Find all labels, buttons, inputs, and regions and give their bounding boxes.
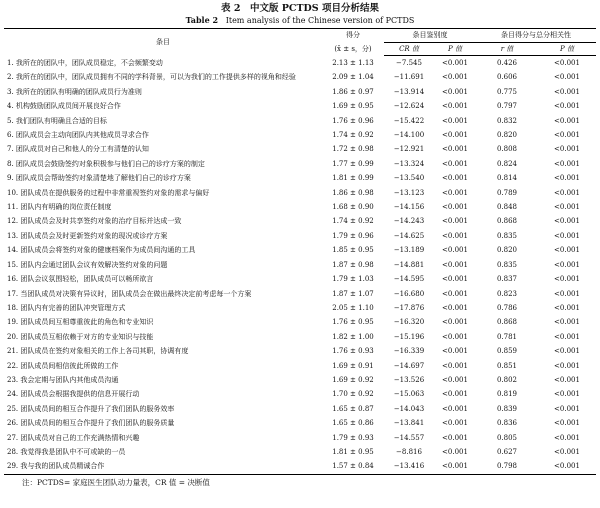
cell-item: 17. 当团队成员对决策有异议时，团队成员会在做出最终决定前考虑每一个方案 [7,289,252,298]
cell-p1: <0.001 [442,145,468,154]
cell-item: 22. 团队成员间相信彼此所做的工作 [7,361,119,370]
cell-cr: −13.324 [393,159,425,168]
cell-item: 15. 团队内会通过团队会议有效解决签约对象的问题 [7,260,168,269]
table-row [4,344,596,358]
cell-p2: <0.001 [554,116,580,125]
table-row [4,229,596,243]
table-row [4,85,596,99]
cell-score: 1.87 ± 1.07 [332,289,374,298]
cell-r: 0.832 [496,116,518,125]
cell-r: 0.781 [496,332,518,341]
cell-cr: −14.243 [393,217,425,226]
cell-item: 9. 团队成员会帮助签约对象清楚地了解他们自己的诊疗方案 [7,174,191,183]
cell-r: 0.819 [496,390,518,399]
cell-p2: <0.001 [554,433,580,442]
cell-p2: <0.001 [554,87,580,96]
header-cr: CR 值 [399,45,419,53]
cell-p1: <0.001 [442,131,468,140]
cell-r: 0.802 [496,375,518,384]
cell-p2: <0.001 [554,59,580,67]
cell-p2: <0.001 [554,404,580,413]
cell-p2: <0.001 [554,73,580,82]
cell-score: 1.85 ± 0.95 [332,246,374,255]
cell-r: 0.851 [496,361,518,370]
cell-r: 0.797 [496,102,518,111]
table-row [4,301,596,315]
cell-cr: −13.540 [393,174,425,183]
cell-p1: <0.001 [442,447,468,456]
cell-r: 0.426 [496,59,518,67]
cell-p1: <0.001 [442,203,468,212]
cell-score: 1.72 ± 0.98 [332,145,374,154]
cell-p2: <0.001 [554,145,580,154]
cell-r: 0.839 [496,404,518,413]
cell-cr: −14.625 [393,231,425,240]
cell-cr: −13.526 [393,375,425,384]
cell-cr: −11.691 [393,73,425,82]
cell-p1: <0.001 [442,303,468,312]
cell-p2: <0.001 [554,347,580,356]
cell-r: 0.848 [496,203,518,212]
cell-item: 16. 团队会议氛围轻松，团队成员可以畅所欲言 [7,275,154,284]
table-row [4,99,596,113]
cell-r: 0.786 [496,303,518,312]
cell-score: 1.76 ± 0.96 [332,116,374,125]
cell-score: 1.79 ± 0.93 [332,433,374,442]
cell-score: 1.77 ± 0.99 [332,159,374,168]
header-item: 条目 [4,29,322,56]
cell-cr: −13.123 [393,188,425,197]
cell-cr: −14.100 [393,131,425,140]
cell-score: 2.13 ± 1.13 [332,58,374,67]
cell-cr: −15.063 [393,390,425,399]
cell-p1: <0.001 [442,102,468,111]
cell-item: 21. 团队成员在签约对象相关的工作上各司其职，协调有度 [7,347,189,356]
cell-score: 1.79 ± 0.96 [332,231,374,240]
cell-item: 12. 团队成员会及时共享签约对象的治疗目标并达成一致 [7,217,182,226]
table-row [4,359,596,373]
cell-score: 1.57 ± 0.84 [322,459,384,474]
header-score-unit: (x̄ ± s，分) [334,45,372,53]
cell-score: 1.69 ± 0.95 [332,102,374,111]
cell-r: 0.820 [496,246,518,255]
cell-cr: −14.881 [393,260,425,269]
item-analysis-table [4,28,596,475]
cell-score: 1.81 ± 0.99 [332,174,374,183]
cell-cr: −12.624 [393,102,425,111]
cell-score: 2.09 ± 1.04 [332,73,374,82]
cell-item: 28. 我觉得我是团队中不可或缺的一员 [7,447,126,456]
cell-item: 23. 我会定期与团队内其他成员沟通 [7,375,119,384]
table-row [4,431,596,445]
cell-p1: <0.001 [442,289,468,298]
cell-r: 0.798 [476,459,538,474]
cell-cr: −8.816 [396,447,422,456]
cell-p2: <0.001 [554,188,580,197]
cell-p1: <0.001 [442,59,468,67]
cell-p1: <0.001 [442,361,468,370]
table-row [4,315,596,329]
table-row [4,142,596,156]
cell-item: 11. 团队内有明确的岗位责任制度 [7,203,112,212]
cell-p2: <0.001 [554,217,580,226]
cell-r: 0.868 [496,318,518,327]
cell-r: 0.823 [496,289,518,298]
cell-p1: <0.001 [442,404,468,413]
table-row [4,416,596,430]
cell-p1: <0.001 [442,159,468,168]
cell-item: 14. 团队成员会将签约对象的健康档案作为成员间沟通的工具 [7,246,196,255]
cell-p1: <0.001 [442,174,468,183]
cell-score: 1.76 ± 0.95 [332,318,374,327]
cell-p2: <0.001 [554,260,580,269]
cell-score: 1.69 ± 0.91 [332,361,374,370]
header-correlation: 条目得分与总分相关性 [476,29,596,43]
cell-p1: <0.001 [442,260,468,269]
cell-p1: <0.001 [442,246,468,255]
cell-score: 2.05 ± 1.10 [332,303,374,312]
cell-cr: −15.196 [393,332,425,341]
cell-r: 0.868 [496,217,518,226]
cell-cr: −14.156 [393,203,425,212]
cell-r: 0.824 [496,159,518,168]
cell-score: 1.74 ± 0.92 [332,131,374,140]
table-row [4,56,596,71]
cell-item: 2. 我所在的团队中，团队成员拥有不同的学科背景，可以为我们的工作提供多样的视角和经验 [7,73,296,82]
table-caption-en-label: Table 2 [185,15,219,25]
cell-p1: <0.001 [442,419,468,428]
cell-r: 0.820 [496,131,518,140]
cell-p1: <0.001 [442,332,468,341]
header-r: r 值 [500,45,514,53]
table-row [4,157,596,171]
cell-cr: −12.921 [393,145,425,154]
cell-cr: −13.416 [384,459,434,474]
table-row [4,402,596,416]
table-row [4,373,596,387]
cell-score: 1.69 ± 0.92 [332,375,374,384]
cell-item: 6. 团队成员会主动向团队内其他成员寻求合作 [7,131,149,140]
cell-p2: <0.001 [554,332,580,341]
cell-r: 0.775 [496,87,518,96]
cell-p2: <0.001 [554,231,580,240]
cell-score: 1.79 ± 1.03 [332,275,374,284]
cell-cr: −16.320 [393,318,425,327]
cell-r: 0.789 [496,188,518,197]
cell-p2: <0.001 [554,174,580,183]
table-row [4,387,596,401]
header-discrimination: 条目鉴别度 [384,29,476,43]
table-row [4,459,596,474]
cell-p2: <0.001 [554,102,580,111]
cell-item: 1. 我所在的团队中，团队成员稳定，不会频繁变动 [7,58,163,67]
cell-item: 3. 我所在的团队有明确的团队成员行为准则 [7,87,142,96]
cell-p1: <0.001 [434,459,476,474]
cell-item: 18. 团队内有完善的团队冲突管理方式 [7,303,126,312]
cell-item: 4. 机构鼓励团队成员间开展良好合作 [7,102,121,111]
cell-cr: −14.043 [393,404,425,413]
cell-p1: <0.001 [442,390,468,399]
table-row [4,200,596,214]
cell-r: 0.859 [496,347,518,356]
table-row [4,330,596,344]
table-row [4,114,596,128]
cell-p2: <0.001 [554,303,580,312]
cell-p1: <0.001 [442,73,468,82]
header-p2: P 值 [560,45,574,53]
cell-r: 0.837 [496,275,518,284]
cell-cr: −14.557 [393,433,425,442]
cell-item: 29. 我与我的团队成员精诚合作 [4,459,322,474]
table-row [4,186,596,200]
cell-cr: −17.876 [393,303,425,312]
cell-p1: <0.001 [442,433,468,442]
table-row [4,287,596,301]
cell-score: 1.68 ± 0.90 [332,203,374,212]
cell-r: 0.805 [496,433,518,442]
table-row [4,258,596,272]
cell-p2: <0.001 [554,289,580,298]
cell-score: 1.87 ± 0.98 [332,260,374,269]
cell-item: 26. 团队成员间的相互合作提升了我们团队的服务质量 [7,419,175,428]
cell-cr: −13.841 [393,419,425,428]
cell-item: 25. 团队成员间的相互合作提升了我们团队的服务效率 [7,404,175,413]
cell-score: 1.65 ± 0.87 [332,404,374,413]
cell-item: 7. 团队成员对自己和他人的分工有清楚的认知 [7,145,149,154]
cell-cr: −14.595 [393,275,425,284]
cell-p2: <0.001 [554,246,580,255]
cell-p1: <0.001 [442,318,468,327]
cell-p1: <0.001 [442,87,468,96]
cell-item: 8. 团队成员会鼓励签约对象积极参与他们自己的诊疗方案的制定 [7,159,205,168]
cell-p1: <0.001 [442,217,468,226]
cell-score: 1.86 ± 0.97 [332,87,374,96]
table-row [4,272,596,286]
table-caption-en [0,15,600,26]
table-row [4,243,596,257]
table-row [4,214,596,228]
cell-cr: −15.422 [393,116,425,125]
cell-r: 0.814 [496,174,518,183]
table-row [4,128,596,142]
cell-p2: <0.001 [554,447,580,456]
cell-r: 0.808 [496,145,518,154]
cell-item: 24. 团队成员会根据我提供的信息开展行动 [7,390,140,399]
cell-p1: <0.001 [442,231,468,240]
cell-p2: <0.001 [554,275,580,284]
cell-p1: <0.001 [442,275,468,284]
table-footnote: 注：PCTDS= 家庭医生团队动力量表，CR 值 = 决断值 [22,477,210,487]
cell-p2: <0.001 [554,318,580,327]
cell-p2: <0.001 [554,419,580,428]
cell-p1: <0.001 [442,347,468,356]
cell-p2: <0.001 [554,131,580,140]
cell-item: 27. 团队成员对自己的工作充满热情和兴趣 [7,433,140,442]
cell-r: 0.606 [496,73,518,82]
cell-cr: −14.697 [393,361,425,370]
cell-p2: <0.001 [554,361,580,370]
table-row [4,445,596,459]
cell-cr: −7.545 [396,59,422,67]
cell-r: 0.835 [496,260,518,269]
cell-item: 20. 团队成员互相依赖于对方的专业知识与技能 [7,332,154,341]
cell-score: 1.65 ± 0.86 [332,419,374,428]
cell-score: 1.76 ± 0.93 [332,347,374,356]
cell-r: 0.835 [496,231,518,240]
cell-score: 1.74 ± 0.92 [332,217,374,226]
cell-score: 1.86 ± 0.98 [332,188,374,197]
cell-p1: <0.001 [442,116,468,125]
cell-item: 19. 团队成员间互相尊重彼此的角色和专业知识 [7,318,154,327]
cell-score: 1.81 ± 0.95 [332,447,374,456]
cell-p2: <0.001 [554,375,580,384]
cell-p1: <0.001 [442,188,468,197]
table-caption-en-text: Item analysis of the Chinese version of PCTDS [225,16,415,25]
cell-cr: −13.914 [393,87,425,96]
table-row [4,171,596,185]
cell-cr: −16.680 [393,289,425,298]
header-score: 得分 [322,29,384,43]
header-p1: P 值 [448,45,462,53]
cell-p2: <0.001 [554,203,580,212]
cell-p2: <0.001 [554,390,580,399]
table-row [4,70,596,84]
cell-p2: <0.001 [554,159,580,168]
cell-p1: <0.001 [442,375,468,384]
cell-item: 10. 团队成员在提供服务的过程中非常重视签约对象的需求与偏好 [7,188,210,197]
cell-cr: −13.189 [393,246,425,255]
cell-p2: <0.001 [538,459,596,474]
cell-item: 5. 我们团队有明确且合适的目标 [7,116,107,125]
cell-r: 0.627 [496,447,518,456]
cell-cr: −16.339 [393,347,425,356]
cell-r: 0.836 [496,419,518,428]
table-caption-cn: 表 2 中文版 PCTDS 项目分析结果 [221,3,379,14]
cell-score: 1.70 ± 0.92 [332,390,374,399]
cell-score: 1.82 ± 1.00 [332,332,374,341]
cell-item: 13. 团队成员会及时更新签约对象的现况或诊疗方案 [7,231,168,240]
